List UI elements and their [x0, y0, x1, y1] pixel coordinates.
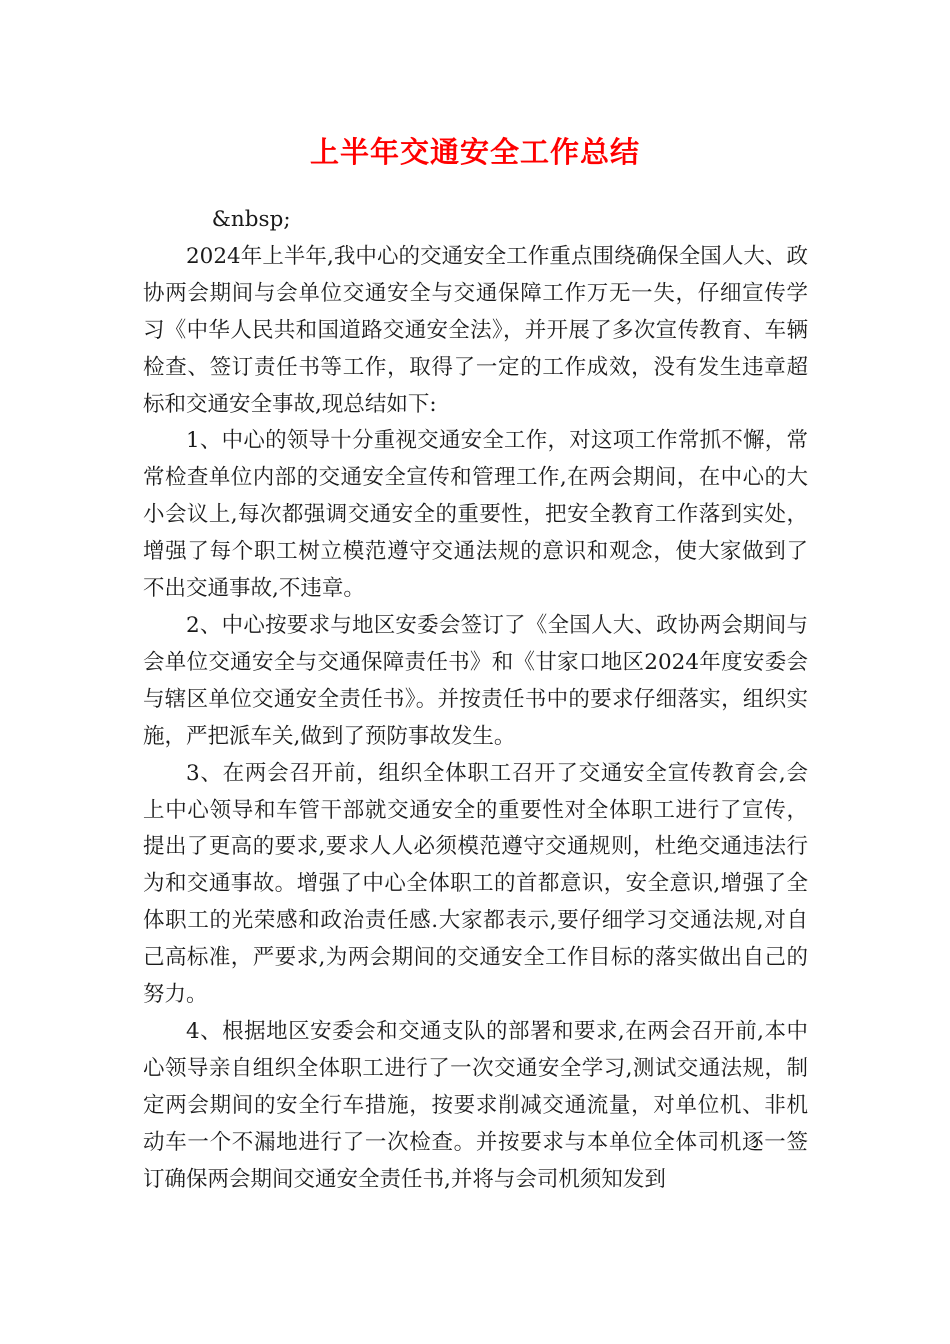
document-title: 上半年交通安全工作总结	[309, 135, 640, 169]
paragraph-item-2: 2、中心按要求与地区安委会签订了《全国人大、政协两会期间与会单位交通安全与交通保障责任书》和《甘家口地区2024年度安委会与辖区单位交通安全责任书》。并按责任书中的要求仔细落实，组织实施，严把派车关,做到了预防事故发生。	[143, 612, 808, 749]
nbsp-line: &nbsp;	[211, 207, 291, 232]
paragraph-item-3: 3、在两会召开前，组织全体职工召开了交通安全宣传教育会,会上中心领导和车管干部就交通安全的重要性对全体职工进行了宣传，提出了更高的要求,要求人人必须模范遵守交通规则，杜绝交通违法行为和交通事故。增强了中心全体职工的首都意识，安全意识,增强了全体职工的光荣感和政治责任感.大家都表示,要仔细学习交通法规,对自己高标准，严要求,为两会期间的交通安全工作目标的落实做出自己的努力。	[143, 760, 808, 1008]
paragraph-intro: 2024年上半年,我中心的交通安全工作重点围绕确保全国人大、政协两会期间与会单位交通安全与交通保障工作万无一失，仔细宣传学习《中华人民共和国道路交通安全法》，并开展了多次宣传教育、车辆检查、签订责任书等工作，取得了一定的工作成效，没有发生违章超标和交通安全事故,现总结如下:	[143, 243, 808, 417]
paragraph-item-1: 1、中心的领导十分重视交通安全工作，对这项工作常抓不懈，常常检查单位内部的交通安全宣传和管理工作,在两会期间，在中心的大小会议上,每次都强调交通安全的重要性，把安全教育工作落到实处，增强了每个职工树立模范遵守交通法规的意识和观念，使大家做到了不出交通事故,不违章。	[143, 428, 808, 602]
paragraph-item-4: 4、根据地区安委会和交通支队的部署和要求,在两会召开前,本中心领导亲自组织全体职工进行了一次交通安全学习,测试交通法规，制定两会期间的安全行车措施，按要求削减交通流量，对单位机、非机动车一个不漏地进行了一次检查。并按要求与本单位全体司机逐一签订确保两会期间交通安全责任书,并将与会司机须知发到	[143, 1018, 808, 1192]
document-body	[143, 202, 808, 1198]
